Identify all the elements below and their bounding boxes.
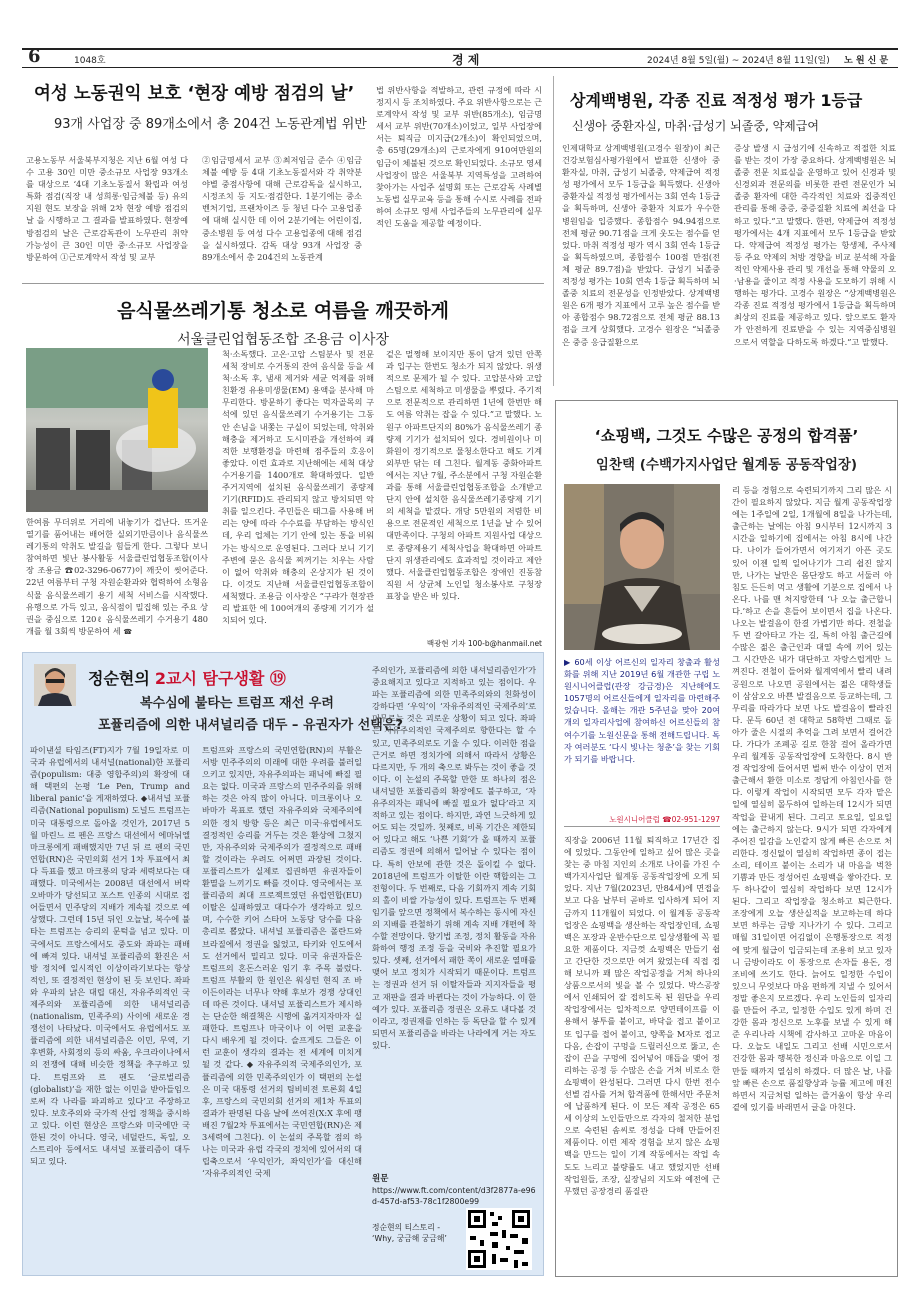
senior-club-notice: ▶ 60세 이상 어르신의 일자리 창출과 활성화를 위해 지난 2019년 6월 개관한 구립 노원시니어클럽(관장 강금경)은 지난해에도 1057명의 어르신들에게 일자리를 마련해주었습니다. 올해는 개관 5주년을 맞아 20여개의 일자리사업에 참여하신 어르신들의 참여수기를 노원신문을 통해 전해드립니다. 독자 여러분도 ‘다시 빛나는 청춘’을 찾는 기회가 되기를 바랍니다.: [564, 657, 720, 764]
art1-col2: ②임금명세서 교부 ③최저임금 준수 ④임금체불 예방 등 4대 기초노동질서와 각 취약분야별 중점사항에 대해 근로감독을 실시하고, 시정조치 등 지도·점검한다. 1분기에는 중소 벤처기업, 프랜차이즈 등 청년 다수 고용업종에 대해 실시한 데 이어 2분기에는 어린이집, 중소병원 등 여성 다수 고용업종에 대해 점검을 실시하였다. 감독 대상 93개 사업장 중 89개소에서 총 204건의 노동관계: [202, 155, 362, 262]
source-label: 원문: [372, 1174, 389, 1184]
article-shopping-bag: [560, 424, 893, 473]
art3-byline: 백광현 기자 100-b@hanmail.net: [426, 639, 542, 648]
article-title: 여성 노동권익 보호 ‘현장 예방 점검의 날’: [34, 84, 355, 104]
series-title: 2교시 탐구생활 ⑲: [154, 669, 286, 688]
paper-name: 노 원 신 문: [844, 56, 889, 66]
page-header: [22, 48, 898, 68]
article-subtitle: 임찬택 (수백가지사업단 월계동 공동작업장): [595, 457, 858, 473]
qr-code[interactable]: [466, 1208, 532, 1270]
art1-col1: 고용노동부 서울북부지청은 지난 6월 여성 다수 고용 30인 미만 중소규모 사업장 93개소를 대상으로 ‘4대 기초노동질서 확립과 여성 특화 점검(직장 내 성희롱·임금체불 등) 유의지원 현도 보장을 위해 2차 현장 예방 점검의 날 을 시행하고 그 결과를 발표하였다. 현장예방점검의 날은 근로감독관이 노무관리 취약 가능성이 큰 30인 미만 중·소규모 사업장을 방문하여 ①근로계약서 작성 및 교부: [26, 155, 188, 262]
art3-col3: 겉은 멀쩡해 보이지만 통이 담겨 있던 안쪽과 입구는 한번도 청소가 되지 않았다. 위생적으로 문제가 될 수 있다. 고압분사와 고압스팀으로 세척하고 미생물을 뿌렸다. 주기적으로 전문적으로 관리하면 1년에 한번만 해도 여름 악취는 잡을 수 있다.”고 말했다. 노원구 아파트단지의 80%가 음식물쓰레기 종량제 기기가 설치되어 있다. 경비원이나 미화원이 정기적으로 물청소한다고 해도 기계 외부만 닦는 데 그친다. 월계동 중화아파트에서는 지난 7월, 주소분에서 구청 자원순환과를 통해 서울클린업협동조합을 소개받고 단지 안에 설치한 음식물쓰레기종량제 기기의 세척을 맡겼다. 개당 5만원의 저렴한 비용으로 전문적인 세척으로 1년을 날 수 있어 대만족이다. 구청의 아파트 지원사업 대상으로 종량제용기 세척사업을 확대하면 아파트 단지 위생관리에도 효과적일 것이라고 제안했다. 서울클린업협동조합은 장애인 진동참 직원 서 상균체 노인일 청소봉사로 구청장 표창을 받은 바 있다.: [386, 349, 542, 601]
art4-col2: 직장을 2006년 11월 퇴직하고 17년간 집에 있었다. 그동안에 일하고 싶어 많은 곳을 찾는 중 마침 지인의 소개로 나이를 가진 수백가지사업단 월계동 공동작업장에 오게 되었다. 지난 7월(2023년, 만84세)에 면접을 보고 다음 날부터 곧바로 입사하게 되어 지금까지 11개월이 되었다. 이 월계동 공동작업장은 쇼핑백을 생산하는 작업장인데, 쇼핑백은 포장과 운반수단으로 일상생활에 꼭 필요한 제품이다. 지금껏 쇼핑백은 만들기 쉽고 간단한 것으로만 여겨 왔었는데 직접 접해 보니까 꽤 많은 작업공정을 거쳐 하나의 상품으로서의 빛을 볼 수 있었다. 박스공장에서 인쇄되어 잘 접히도록 된 원단을 우리 작업장에서는 일차적으로 양면테이프를 이용해서 봉투를 붙이고, 바닥을 접고 붙이고 또 입구를 접어 붙이고, 양쪽을 M자로 접고 다음, 손잡이 구멍을 드릴러신으로 뚫고, 손잡이 끈을 구멍에 집어넣어 매듭을 맺어 정리하는 공정 등 수많은 손을 거쳐 비로소 한 쇼핑백이 완성된다. 그러면 다시 한번 전수 선별 검사를 거쳐 합격품에 한해서만 주문처에 납품하게 된다. 이 모든 제작 공정은 65세 이상의 노인들만으로 각자의 철저한 분업으로 숙련된 솜씨로 정성을 다해 만들어진 제품이다. 이런 제작 경험을 보지 않은 쇼핑백을 만드는 일이 기계 작동에서는 작업 속도도 느리고 불량률도 내고 했었지만 선배 작업원들, 조장, 실장님의 지도와 예전에 근무했던 공장경리 품질관: [564, 835, 720, 1196]
page-number: 6: [28, 46, 41, 67]
art5-col3: 주의인가, 포퓰리즘에 의한 내셔널리즘인가’가 중요해지고 있다고 지적하고 있는 점이다. 우파는 포퓰리즘에 의한 민족주의와의 친화성이 강하다면 ‘우익’이 ‘자유주의적인 국제주의’로 머무르는 것은 괴로운 상황이 되고 있다. 좌파는 자유주의적인 국제주의로 향한다는 할 수 있고, 민족주의로도 기울 수 있다. 이러한 점을 근거로 하면 정치가에 의해서 따라서 상황은 다르지만, 두 개의 축으로 봐두는 것이 좋을 것이다. 이 논설의 주목할 만한 또 하나의 점은 내셔널한 포퓰리즘의 확장에도 불구하고, ‘자유주의자는 패닉에 빠질 필요가 없다’라고 지적하고 있는 점이다. 하지만, 과연 느긋하게 있어도 되는 것일까. 첫째로, 비록 기간은 제한되어 있다고 해도 ‘나쁜 기회’가 올 때까지 포퓰리즘도 정권에 의해서 일어날 수 있다는 점이다. 특히 안보에 관한 것은 돌이킬 수 없다. 2018년에 트럼프가 이탈한 이란 핵합의는 그 전형이다. 두 번째로, 다음 기회까지 계속 기회의 홀이 비쌀 가능성이 있다. 트럼프는 두 번째 임기를 앞으면 정책에서 복수하는 동시에 자신의 지배를 관철하기 위해 계속 지배 개편에 착수할 전망이다. 향기법 조정, 정치 활동을 자유화하여 행정 조정 등을 국비와 추진할 필요가 있다. 셋째, 선거에서 패한 쪽이 새로운 열매를 맺어 보고 정치가 시작되기 때문이다. 트럼프는 정권과 선거 뒤 이탈자들과 지지자들을 평 고 재판을 결과 바뀐다는 것이 가능하다. 이 한 예가 있다. 포퓰리즘 정권은 오류도 내다볼 것이라고, 정권재를 인하는 등 독단을 할 수 있게 되면서 포퓰리즘을 바라는 나라에게 거는 자도 있다.: [372, 665, 536, 1050]
column-series-header: [88, 666, 286, 689]
article-subtitle: 93개 사업장 중 89개소에서 총 204건 노동관계법 위반: [54, 117, 367, 132]
divider: [22, 283, 544, 284]
worker-photo: [564, 484, 720, 650]
article-title: 복수심에 불타는 트럼프 재선 우려: [140, 696, 334, 711]
notice-contact: 노원시니어클럽 ☎02-951-1297: [609, 815, 720, 824]
art2-col2: 증상 발생 시 급성기에 신속하고 적절한 치료를 받는 것이 가장 중요하다. 상계백병원은 뇌졸중 전문 치료실을 운영하고 있어 신경과 및 신경외과 전문의를 비롯한 관련 전문인가 뇌졸중 환자에 대한 즉각적인 치료와 집중적인 관리를 통해 중증, 중증질환 치료에 최선을 다하고 있다.”고 말했다. 한편, 약제급여 적정성 평가에서는 4개 지표에서 모두 1등급을 받았다. 약제급여 적정성 평가는 항생제, 주사제 등 주요 약제의 처방 경향을 비교 분석해 자율적인 약제사용 관리 및 개선을 통해 약물의 오·남용을 줄이고 적정 사용을 도모하기 위해 시행하는 평가다. 고경수 원장은 “상계백병원은 각종 진료 적정성 평가에서 1등급을 획득하며 최상의 진료를 제공하고 있다. 앞으로도 환자가 안전하게 진료받을 수 있는 지역중심병원으로서 역할을 다하도록 하겠다.”고 말했다.: [734, 143, 896, 347]
art1-col3: 법 위반사항을 적발하고, 관련 규정에 따라 시정지시 등 조치하였다. 주요 위반사항으로는 근로계약서 작성 및 교부 위반(85개소), 임금명세서 교부 위반(70개소)이었고, 일부 사업장에서는 퇴직금 미지급(2개소)이 확인되었으며, 총 65명(29개소)의 근로자에게 910여만원의 임금이 체불된 것으로 확인되었다. 소규모 영세사업장이 많은 서울북부 지역특성을 고려하여 찾아가는 사업주 설명회 또는 근로감독 사례별 노동법 실무교육 등을 통해 수시로 사례를 전파하여 소규모 영세 사업주들의 노무관리에 실무적인 도움을 제공할 예정이다.: [376, 85, 542, 229]
phone-icon: ☎: [123, 627, 133, 636]
blog-reference: 정순현의 티스토리 - ‘Why, 궁금해 궁금해’: [372, 1223, 447, 1243]
article-food-waste: [22, 296, 544, 349]
column-divider: [553, 76, 554, 386]
source-link[interactable]: https://www.ft.com/content/d3f2877a-e96d-457d-af53-78c1f2800e99: [372, 1186, 536, 1206]
issue-date: 2024년 8월 5일(월) ~ 2024년 8월 11일(일): [647, 56, 830, 66]
cleaning-photo: [26, 348, 208, 512]
issue-number: 1048호: [74, 56, 106, 66]
art4-col3: 리 등을 경험으로 숙련되기까지 그리 많은 시간이 필요하지 않았다. 지금 월계 공동작업장에는 1주일에 2일, 1개월에 8일을 나가는데, 출근하는 날에는 아침 9시부터 12시까지 3시간을 일하기에 집에서는 아침 8시에 나간다. 나이가 들어가면서 여기저기 아픈 곳도 있어 이젠 일찍 일어나기가 그리 쉽진 않지만, 나가는 날만은 몸단장도 하고 서둘러 아침도 든든히 먹고 생활에 기분으로 집에서 나온다. 나를 맨 처지랑한테 ‘나 오늘 출근합니다.’하고 손을 흔들어 보이면서 집을 나온다. 나오는 발걸음이 한결 가볍기만 하다. 전철을 두 번 갈아타고 가는 길, 특히 아침 출근길에 수많은 젊은 출근인과 대열 속에 끼어 있는 그 시간만은 내가 대단하고 자랑스럽게만 느껴진다. 전철이 들어와 월계역에서 빨리 내려 공원으로 나오면 공원에서는 젊은 대학생들이 삼삼오오 바쁜 발걸음으로 등교하는데, 그 무리를 따라가다 보면 나도 발걸음이 빨라진다. 문득 60년 전 대학교 58학번 그때로 돌아가 줄은 시절의 추억을 그려 보면서 걸어간다. 가다가 조폐공 길로 한참 걸어 올라가면 우리 월계동 공동작업장에 도착한다. 8시 반경 작업장에 들어서면 벌써 반수 이상이 먼저 출근해서 환한 미소로 정답게 아침인사를 한다. 이렇게 작업이 시작되면 모두 각자 맡은 일에 열심히 몰두하여 일하는데 12시가 되면 작업을 끝내게 된다. 그리고 토요일, 일요일에는 출근하지 않는다. 9시가 되면 각자에게 주어진 일감을 노인같지 않게 빠른 손으로 처리한다. 정신없이 열심히 작업하면 종이 접는 소리, 테이프 붙이는 소리가 내 마음을 벅찬 기쁨과 만든 정성어린 쇼핑백을 쌓아간다. 모두 하나같이 열심히 작업하다 보면 12시가 된다. 그리고 작업장을 청소하고 퇴근한다. 조장에게 오늘 생산실적을 보고하는데 하다보면 하루는 금방 지나가기 수 있다. 그리고 매월 31일이면 어김없이 은행통장으로 적정에 맞게 월급이 입금되는데 조용히 보고 있자니 금방이라도 이 통장으로 손자들 용돈, 경조비에 쓰기도 한다. 늙어도 일정한 수입이 있으니 무엇보다 마음 편하게 지낼 수 있어서 정말 좋은지 모르겠다. 우리 노인들의 일자리를 만들어 주고, 일정한 수입도 있게 하며 건강한 몸과 정신으로 노후를 보낼 수 있게 해준 우리나라 시책에 감사하고 고마운 마음이다. 오늘도 내일도 그리고 선배 시민으로서 건강한 몸과 행복한 정신과 마음으로 이일 그만둘 때까지 열심히 하겠다. 더 많은 날, 나를 앞 빠른 손으로 품질향상과 능률 제고에 매진하면서 지금처럼 일하는 즐거움이 항상 우리 곁에 있기를 바래면서 글을 마친다.: [732, 485, 892, 1112]
art5-col2: 트럼프와 프랑스의 국민연합(RN)의 부활은 서방 민주주의의 미래에 대한 우려를 불러일으키고 있지만, 자유주의파는 패닉에 빠질 필요는 없다. 미국과 프랑스의 민주주의를 위해 하는 것은 아직 많이 아니다. 미크롱이나 오바마가 목표로 했던 자유주의와 국제주의에 의한 정치 방향 등은 최근 미국·유럽에서도 결정적인 승리를 거두는 것은 환상에 그쳤지만, 자유주의와 국제주의가 결정적으로 패배할 것이라는 우려도 어쩌면 과장된 것이다. 포퓰리스트가 실제로 집권하면 유권자들이 환멸을 느끼기도 빠를 것이다. 영국에서는 포퓰리즘의 최대 프로젝트였던 유럽연합(EU) 이탈은 실패하였고 대다수가 생각하고 있으며, 수수한 키어 스타머 노동당 당수를 다음 총리로 뽑았다. 내셔널 포퓰리즘은 폴란드와 브라질에서 정권을 잃었고, 타키와 인도에서도 선거에서 밀리고 있다. 미국 유권자들은 트럼프의 혼돈스러운 임기 후 주목 불렀다. 트럼프 부활의 한 원인은 워싱턴 현직 조 바이든이라는 너무나 약해 후보가 경쟁 상대인 데 따른 것이다. 내셔널 포퓰리스트가 제시하는 단순한 해결책은 시행에 옮겨지자마자 실패한다. 트럼프나 마국이나 이 어떤 교훈을 다시 배우게 될 것이다. 슬프게도 그들은 이런 교훈이 생각의 결과는 전 세계에 미치게 될 것 같다. ◆ 자유주의적 국제주의인가, 포퓰리즘에 의한 민족주의인가 이 택편의 논설은 미국 대통령 선거의 팀비비전 토론회 4일 후, 프랑스의 국민의회 선거의 제1차 투표의 결과가 판명된 다음 날에 쓰여진(X:X 후에 팽배진 7월2차 투표에서는 국민연합(RN)은 제3세력에 그친다). 이 논설의 주목할 점의 하나는 미국과 유럽 각국의 정치에 있어서의 대립축으로서 ‘우익인가, 좌익인가’를 대신해 ‘자유주의적인 국제: [202, 745, 362, 1179]
art5-col1: 파이낸셜 타임즈(FT)지가 7월 19일자로 미국과 유럽에서의 내셔널(national)한 포퓰리즘(populism: 대중 영합주의)의 확장에 대해 택편의 논평 ‘Le Pen, Trump and liberal panic’을 게재하였다. ◆내셔널 포퓰리즘(National populism) 도널드 트럼프는 미국 대통령으로 돌아올 것인가, 2017년 5월 마린느 르 펜은 프랑스 대선에서 에마뉘엘 마크롱에게 패배했지만 7년 뒤 르 펜의 국민연합(RN)은 국민의회 선거 1차 투표에서 최다 득표를 했고 마크롱의 당과 세력보다는 대패했다. 미국에서는 2008년 대선에서 버락 오바마가 당선되고 포스트 인종의 시대로 접어들면서 민주당의 지배가 계속될 것으로 예상했다. 그런데 15년 뒤인 오늘날, 복수에 불타는 트럼프는 승리의 문턱을 넘고 있다. 미국에서도 프랑스에서도 중도와 좌파는 패배에 빠져 있다. 내셔널 포퓰리즘의 환진은 서방 정치에 일시적인 이상이라기보다는 항상적인, 또 결정적인 현상이 된 듯 보인다. 좌파와 우파의 낡은 대립 대신, 자유주의적인 국제주의와 포퓰리즘에 의한 내셔널리즘(nationalism, 민족주의) 사이에 새로운 경쟁선이 나타났다. 미국에서도 유럽에서도 포퓰리즘에 의한 내셔널리즘은 이민, 무역, 기후변화, 사회정의 등의 싸움, 우크라이나에서의 전쟁에 대해 비슷한 정책을 추구하고 있다. 트럼프와 르 펜도 ‘글로벌리즘(globalist)’을 재한 없는 이민을 받아들임으로써 각 나라를 파괴하고 있다’고 주장하고 있다. 보호주의와 국가적 산업 정책을 중시하고 있다. 이런 현상은 프랑스와 미국에만 국한된 것이 아니다. 영국, 네덜란드, 독일, 오스트리아 등에서도 내셔널 포퓰리즘이 대두되고 있다.: [30, 745, 190, 1167]
article-hospital: [560, 88, 898, 134]
article-subtitle: 포퓰리즘에 의한 내셔널리즘 대두 – 유권자가 선택은?: [98, 718, 403, 733]
article-title: ‘쇼핑백, 그것도 수많은 공정의 합격품’: [594, 427, 859, 445]
article-title: 상계백병원, 각종 진료 적정성 평가 1등급: [570, 91, 863, 110]
divider: [564, 826, 720, 827]
article-title: 음식물쓰레기통 청소로 여름을 깨끗하게: [117, 300, 449, 322]
art3-caption-body: 한여름 무더위로 거리에 내놓기가 겁난다. 뜨거운 열기를 품어내는 배어한 실외기만큼이나 음식물쓰레기통의 악취도 발길을 힘들게 한다. 그렇다 보니 참여하면 빛난 봉사활동 서울클린업협동조합(이사장 조용금 ☎02-3296-0677)이 깨끗이 씻어준다. 22년 여름부터 구청 자원순환과와 협력하여 소형음식물 음식물쓰레기 용기 세척 서비스를 시작했다. 유행으로 가득 있고, 음식점이 밀집해 있는 주요 상권을 중심으로 120ℓ 음식물쓰레기 수거용기 480개를 월 3회씩 방문하여 세 ☎: [26, 517, 208, 636]
author-name: 정순현의: [88, 669, 150, 688]
section-label: 경 제: [452, 53, 480, 67]
art2-col1: 인제대학교 상계백병원(고경수 원장)이 최근 건강보험심사평가원에서 발표한 신생아 중환자실, 마취, 급성기 뇌졸중, 약제급여 적정성 평가에서 모두 1등급을 획득했다. 신생아 중환자실 적정성 평가에서는 3회 연속 1등급을 획득하며, 신생아 중환자 치료가 우수한 병원임을 입증했다. 종합점수 94.94점으로 전체 평균 90.71점을 크게 웃도는 점수를 얻었다. 마취 적정성 평가 역시 3회 연속 1등급을 획득하였으며, 종합점수 100점 만점(전체 평균 89.7점)을 받았다. 급성기 뇌졸중 적정성 평가는 10회 연속 1등급 획득하며 뇌졸중 치료의 전문성을 인정받았다. 상계백병원은 6개 평가 지표에서 고루 높은 점수를 받아 종합점수 98.72점으로 전체 평균 88.13점을 크게 상회했다. 고경수 원장은 “뇌졸중은 중증 응급질환으로: [562, 143, 720, 347]
article-subtitle: 서울클린업협동조합 조용금 이사장: [177, 332, 389, 348]
author-photo: [34, 664, 76, 706]
art3-col2: 척·소독했다. 고온·고압 스팀분사 및 전문 세척 장비로 수거통의 잔여 음식물 등을 세척·소독 후, 냄새 제거와 세균 억제를 위해 친환경 유용미생물(EM) 용액을 분사해 마무리한다. 방문하기 좋다는 먹자골목의 구석에 있던 음식물쓰레기 수거용기는 그동안 손님을 내쫓는 구실이 되었는데, 악취와 해충을 제거하고 도시미관을 개선하여 쾌적한 보행환경을 마련해 점주들의 호응이 좋았다. 이런 효과로 지난해에는 세척 대상 수거용기를 1400개로 확대하였다. 일반 주거지역에 설치된 음식물쓰레기 종량제 기기(RFID)도 관리되지 않고 방치되면 악취를 일으킨다. 주민들은 태그를 사용해 버리는 양에 따라 수수료를 부담하는 방식인데, 우리 업체는 기기 안에 있는 통을 비워가는 방식으로 운영된다. 그러다 보니 기기 주변에 묻은 음식물 찌꺼기는 치우는 사람이 없어 악취와 해충의 온상지가 된 것이다. 이것도 지난해 서울클린업협동조합이 세척했다. 조용금 이사장은 “구랴가 현장관리 발표한 에 100여개의 종량제 기기가 설치되어 있다.: [222, 349, 374, 626]
article-subtitle: 신생아 중환자실, 마취·급성기 뇌졸중, 약제급여: [572, 119, 819, 133]
